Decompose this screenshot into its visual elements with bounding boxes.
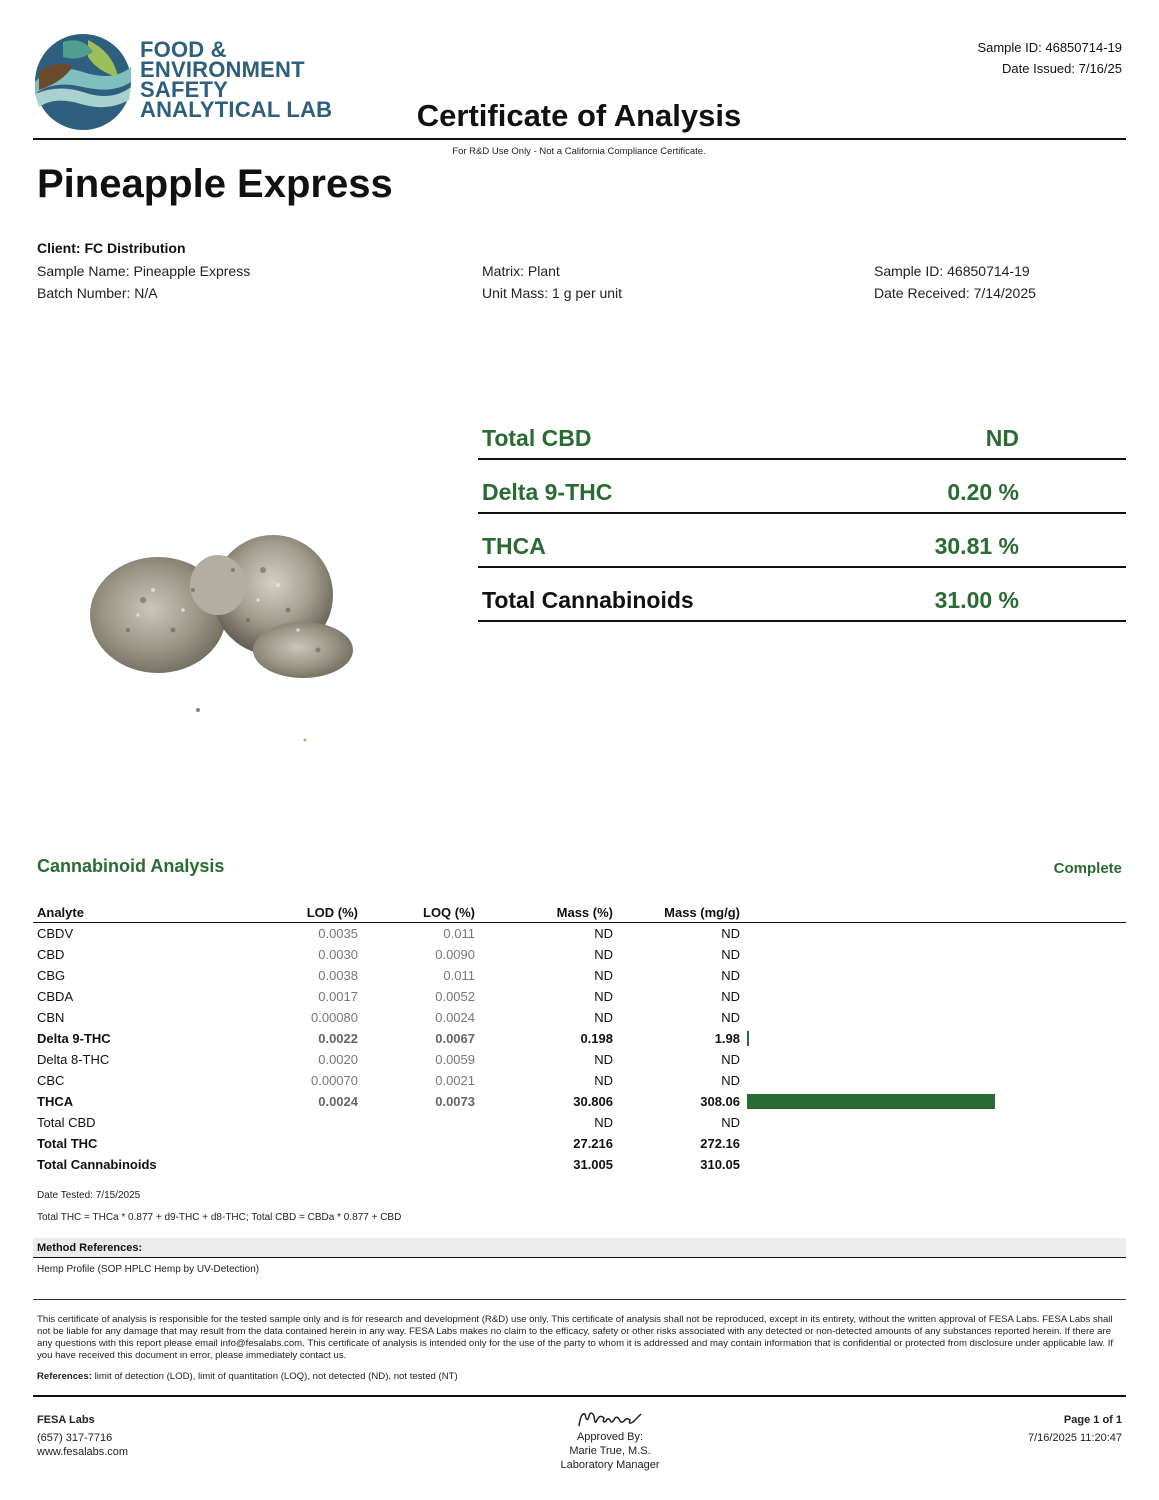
analyte-cell: CBN <box>37 1010 65 1025</box>
page-title: Certificate of Analysis <box>416 98 742 133</box>
mass-pct-cell: 27.216 <box>573 1136 613 1151</box>
header-mass-mg: Mass (mg/g) <box>664 905 740 920</box>
table-row <box>33 965 1126 986</box>
loq-cell: 0.0073 <box>435 1094 475 1109</box>
info-column-left <box>37 237 250 305</box>
analyte-cell: Total CBD <box>37 1115 96 1130</box>
table-row <box>33 1049 1126 1070</box>
lod-cell: 0.0017 <box>318 989 358 1004</box>
mass-mg-cell: 1.98 <box>714 1031 740 1046</box>
analyte-cell: Delta 9-THC <box>37 1031 111 1046</box>
lod-cell: 0.0024 <box>318 1094 358 1109</box>
table-header <box>33 903 1126 923</box>
summary-row <box>478 406 1126 460</box>
analyte-cell: Delta 8-THC <box>37 1052 110 1067</box>
loq-cell: 0.0021 <box>435 1073 475 1088</box>
mass-pct-cell: ND <box>594 926 613 941</box>
analyte-cell: CBC <box>37 1073 65 1088</box>
mass-mg-cell: 308.06 <box>700 1094 740 1109</box>
approver-title: Laboratory Manager <box>560 1459 660 1471</box>
approval-block <box>480 1408 740 1472</box>
summary-label: Total Cannabinoids <box>482 587 694 613</box>
summary-value: 0.20 % <box>947 479 1019 505</box>
mass-pct-cell: ND <box>594 989 613 1004</box>
cannabinoid-table <box>33 903 1126 1175</box>
analyte-cell: Total THC <box>37 1136 98 1151</box>
sample-name: Sample Name: Pineapple Express <box>37 262 251 279</box>
lod-cell: 0.0022 <box>318 1031 358 1046</box>
product-name: Pineapple Express <box>37 162 393 206</box>
mass-pct-cell: 0.198 <box>580 1031 613 1046</box>
analysis-status: Complete <box>1053 860 1122 877</box>
approved-by: Approved By: <box>576 1431 644 1443</box>
lab-name: FESA Labs <box>37 1414 95 1426</box>
mass-bar <box>747 1094 995 1109</box>
loq-cell: 0.011 <box>443 968 475 983</box>
mass-pct-cell: ND <box>594 1010 613 1025</box>
logo-line: FOOD & <box>140 37 227 62</box>
lod-cell: 0.00070 <box>311 1073 358 1088</box>
footer-timestamp: 7/16/2025 11:20:47 <box>1028 1432 1122 1444</box>
table-row <box>33 1007 1126 1028</box>
header-mass-pct: Mass (%) <box>556 905 613 920</box>
footer-divider <box>33 1395 1126 1397</box>
mass-pct-cell: 31.005 <box>573 1157 613 1172</box>
loq-cell: 0.011 <box>443 926 475 941</box>
lod-cell: 0.0030 <box>318 947 358 962</box>
info-column-middle <box>482 260 622 305</box>
table-row <box>33 986 1126 1007</box>
mass-mg-cell: ND <box>721 1052 740 1067</box>
unit-mass: Unit Mass: 1 g per unit <box>482 285 623 301</box>
summary-row <box>478 514 1126 568</box>
summary-label: Delta 9-THC <box>482 479 613 505</box>
mass-mg-cell: ND <box>721 1073 740 1088</box>
footer-lab-info <box>37 1413 128 1459</box>
loq-cell: 0.0067 <box>435 1031 475 1046</box>
analyte-cell: CBDV <box>37 926 74 941</box>
loq-cell: 0.0090 <box>435 947 475 962</box>
header-sample-id: Sample ID: 46850714-19 <box>977 40 1122 55</box>
method-references-bar <box>33 1238 1126 1258</box>
mass-mg-cell: ND <box>721 968 740 983</box>
info-sample-id: Sample ID: 46850714-19 <box>874 262 1030 279</box>
table-row <box>33 1112 1126 1133</box>
summary-value: 30.81 % <box>934 533 1019 559</box>
loq-cell: 0.0052 <box>435 989 475 1004</box>
loq-cell: 0.0059 <box>435 1052 475 1067</box>
table-body <box>33 923 1126 1175</box>
table-row <box>33 1154 1126 1175</box>
lod-cell: 0.0038 <box>318 968 358 983</box>
header-meta <box>977 37 1122 79</box>
legal-disclaimer: This certificate of analysis is responsible for the tested sample only and is for research and development (R&D) use only. This certificate of analysis shall not be reproduced, except in its entirety, without the written approval of FESA Labs. FESA Labs shall not be liable for any damage that may result from the data contained herein in any way. FESA Labs makes no claim to the efficacy, safety or other risks associated with any detected or non-detected amounts of any substances reported herein. If there are any questions with this report please email info@fesalabs.com. This certificate of analysis is intended only for the use of the party to whom it is addressed and may contain information that is confidential or protected from disclosure under applicable law. If you have received this document in error, please immediately contact us. <box>37 1314 1114 1361</box>
table-row <box>33 944 1126 965</box>
mass-mg-cell: ND <box>721 1115 740 1130</box>
mass-pct-cell: ND <box>594 947 613 962</box>
cannabis-bud-image <box>33 330 393 850</box>
header-date-issued: Date Issued: 7/16/25 <box>1002 61 1122 76</box>
mass-mg-cell: ND <box>721 989 740 1004</box>
table-row <box>33 1091 1126 1112</box>
table-row <box>33 1133 1126 1154</box>
mass-mg-cell: 310.05 <box>700 1157 740 1172</box>
logo-line: ANALYTICAL LAB <box>140 97 333 122</box>
summary-value: ND <box>985 425 1019 451</box>
divider <box>33 1299 1126 1300</box>
total-formula: Total THC = THCa * 0.877 + d9-THC + d8-THC; Total CBD = CBDa * 0.877 + CBD <box>37 1212 402 1223</box>
summary-row <box>478 568 1126 622</box>
footer-page-info <box>1028 1413 1122 1445</box>
header-loq: LOQ (%) <box>423 905 475 920</box>
lab-logo-text <box>140 37 333 122</box>
references-text: limit of detection (LOD), limit of quantitation (LOQ), not detected (ND), not tested (NT) <box>91 1371 458 1382</box>
page-number: Page 1 of 1 <box>1063 1414 1122 1426</box>
mass-mg-cell: 272.16 <box>700 1136 740 1151</box>
lab-website: www.fesalabs.com <box>37 1446 129 1458</box>
header-lod: LOD (%) <box>306 905 358 920</box>
table-row <box>33 1070 1126 1091</box>
date-received: Date Received: 7/14/2025 <box>874 285 1036 301</box>
mass-pct-cell: ND <box>594 1115 613 1130</box>
matrix: Matrix: Plant <box>482 262 560 279</box>
summary-row <box>478 460 1126 514</box>
signature <box>575 1408 645 1430</box>
approver-name: Marie True, M.S. <box>569 1445 651 1457</box>
summary-label: THCA <box>482 533 546 559</box>
analyte-cell: CBG <box>37 968 66 983</box>
batch-number: Batch Number: N/A <box>37 285 158 301</box>
table-row <box>33 1028 1126 1049</box>
lod-cell: 0.0035 <box>318 926 358 941</box>
client-name: Client: FC Distribution <box>37 240 186 256</box>
analysis-title: Cannabinoid Analysis <box>37 856 225 876</box>
logo-line: ENVIRONMENT <box>140 57 305 82</box>
logo-line: SAFETY <box>140 77 228 102</box>
analyte-cell: CBDA <box>37 989 74 1004</box>
date-tested: Date Tested: 7/15/2025 <box>37 1190 141 1201</box>
mass-pct-cell: 30.806 <box>573 1094 613 1109</box>
method-reference: Hemp Profile (SOP HPLC Hemp by UV-Detection) <box>37 1264 260 1275</box>
references-label: References: <box>37 1371 92 1382</box>
header-divider <box>33 138 1126 140</box>
mass-pct-cell: ND <box>594 968 613 983</box>
analyte-cell: THCA <box>37 1094 74 1109</box>
mass-pct-cell: ND <box>594 1052 613 1067</box>
info-column-right <box>874 260 1036 305</box>
mass-mg-cell: ND <box>721 1010 740 1025</box>
method-references-title: Method References: <box>37 1242 143 1254</box>
analyte-cell: Total Cannabinoids <box>37 1157 157 1172</box>
rd-disclaimer: For R&D Use Only - Not a California Compliance Certificate. <box>452 146 706 157</box>
mass-bar <box>747 1031 749 1046</box>
product-photo <box>33 330 393 850</box>
lab-logo-mark <box>33 32 138 132</box>
lod-cell: 0.00080 <box>311 1010 358 1025</box>
references <box>37 1371 458 1382</box>
loq-cell: 0.0024 <box>435 1010 475 1025</box>
summary-value: 31.00 % <box>934 587 1019 613</box>
mass-mg-cell: ND <box>721 926 740 941</box>
table-row <box>33 923 1126 944</box>
lab-phone: (657) 317-7716 <box>37 1432 113 1444</box>
lod-cell: 0.0020 <box>318 1052 358 1067</box>
summary-label: Total CBD <box>482 425 592 451</box>
analyte-cell: CBD <box>37 947 65 962</box>
header-analyte: Analyte <box>37 905 84 920</box>
mass-pct-cell: ND <box>594 1073 613 1088</box>
mass-mg-cell: ND <box>721 947 740 962</box>
